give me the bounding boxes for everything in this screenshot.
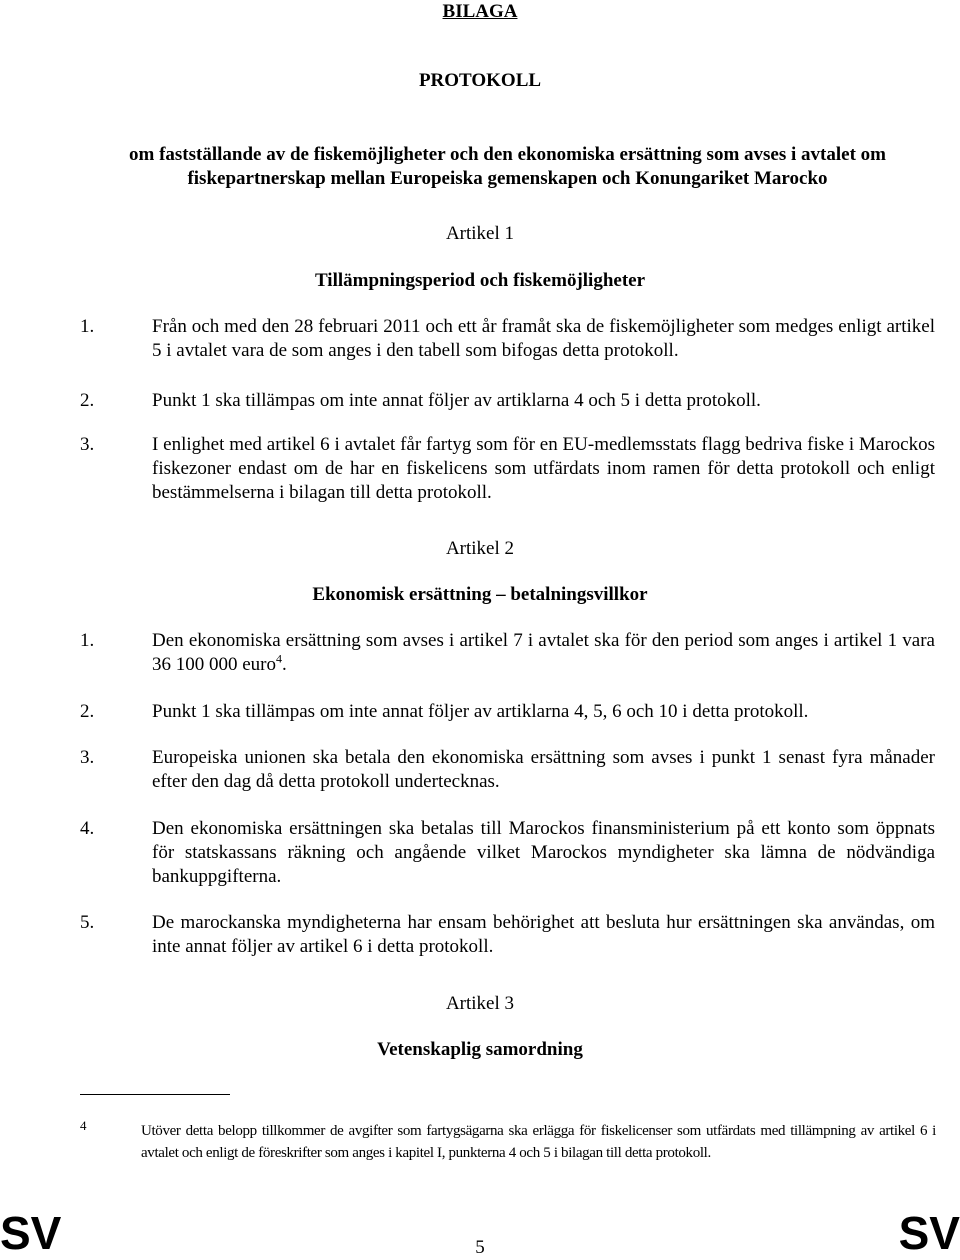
document-title-line-1: om fastställande av de fiskemöjligheter och den ekonomiska ersättning som avses i avtalet om (129, 144, 886, 165)
article-1-item-2-number: 2. (80, 390, 95, 411)
article-2-item-4-text: Den ekonomiska ersättningen ska betalas till Marockos finansministerium på ett konto som öppnats för statskassans räkning och angående vilket Marockos myndigheter ska lämna de nödvändiga bankuppgifterna. (152, 818, 935, 887)
article-2-item-2-text: Punkt 1 ska tillämpas om inte annat följer av artiklarna 4, 5, 6 och 10 i detta protokoll. (152, 701, 809, 722)
document-title-line-2: fiskepartnerskap mellan Europeiska gemenskapen och Konungariket Marocko (187, 168, 828, 189)
article-1-item-3-number: 3. (80, 434, 95, 455)
article-2-item-1-text (152, 629, 935, 677)
article-1-item-1-text: Från och med den 28 februari 2011 och ett år framåt ska de fiskemöjligheter som medges enligt artikel 5 i avtalet vara de som anges i den tabell som bifogas detta protokoll. (152, 316, 935, 361)
footnote-reference[interactable]: 4 (276, 651, 283, 666)
article-2-item-3-number: 3. (80, 747, 95, 768)
footnote-text: Utöver detta belopp tillkommer de avgifter som fartygsägarna ska erlägga för fiskelicenser som utfärdats med tillämpning av artikel 6 i avtalet och enligt de föreskrifter som anges i kapitel I, punkterna 4 och 5 i bilagan till detta protokoll. (141, 1123, 936, 1161)
article-2-item-1-body: Den ekonomiska ersättning som avses i artikel 7 i avtalet ska för den period som anges i artikel 1 vara 36 100 000 euro (152, 630, 935, 675)
article-2-item-5-number: 5. (80, 912, 95, 933)
article-2-item-3-text: Europeiska unionen ska betala den ekonomiska ersättning som avses i punkt 1 senast fyra månader efter den dag då detta protokoll undertecknas. (152, 747, 935, 792)
language-code-right: SV (898, 1207, 960, 1259)
bilaga-heading: BILAGA (442, 1, 518, 22)
footnote-divider (80, 1094, 230, 1095)
document-title (80, 143, 935, 191)
article-3-title: Vetenskaplig samordning (377, 1039, 583, 1060)
article-2-item-1-number: 1. (80, 630, 95, 651)
article-1-item-1-number: 1. (80, 316, 95, 337)
article-2-item-1-period: . (282, 654, 287, 675)
footnote-number: 4 (80, 1118, 87, 1133)
language-code-left: SV (0, 1207, 62, 1259)
protokoll-heading: PROTOKOLL (418, 70, 542, 91)
article-1-item-3-text: I enlighet med artikel 6 i avtalet får fartyg som för en EU-medlemsstats flagg bedriva fiske i Marockos fiskezoner endast om de har en fiskelicens som utfärdats inom ramen för detta protokoll och enligt bestämmelserna i bilagan till detta protokoll. (152, 434, 935, 503)
article-2-item-5-text: De marockanska myndigheterna har ensam behörighet att besluta hur ersättningen ska användas, om inte annat följer av artikel 6 i detta protokoll. (152, 912, 935, 957)
article-2-title: Ekonomisk ersättning – betalningsvillkor (312, 584, 648, 605)
article-2-item-4-number: 4. (80, 818, 95, 839)
article-3-heading: Artikel 3 (445, 993, 515, 1014)
page-number: 5 (475, 1237, 485, 1258)
article-1-title: Tillämpningsperiod och fiskemöjligheter (314, 270, 646, 291)
article-2-item-2-number: 2. (80, 701, 95, 722)
article-2-heading: Artikel 2 (445, 538, 515, 559)
article-1-item-2-text: Punkt 1 ska tillämpas om inte annat följer av artiklarna 4 och 5 i detta protokoll. (152, 390, 761, 411)
article-1-heading: Artikel 1 (445, 223, 515, 244)
